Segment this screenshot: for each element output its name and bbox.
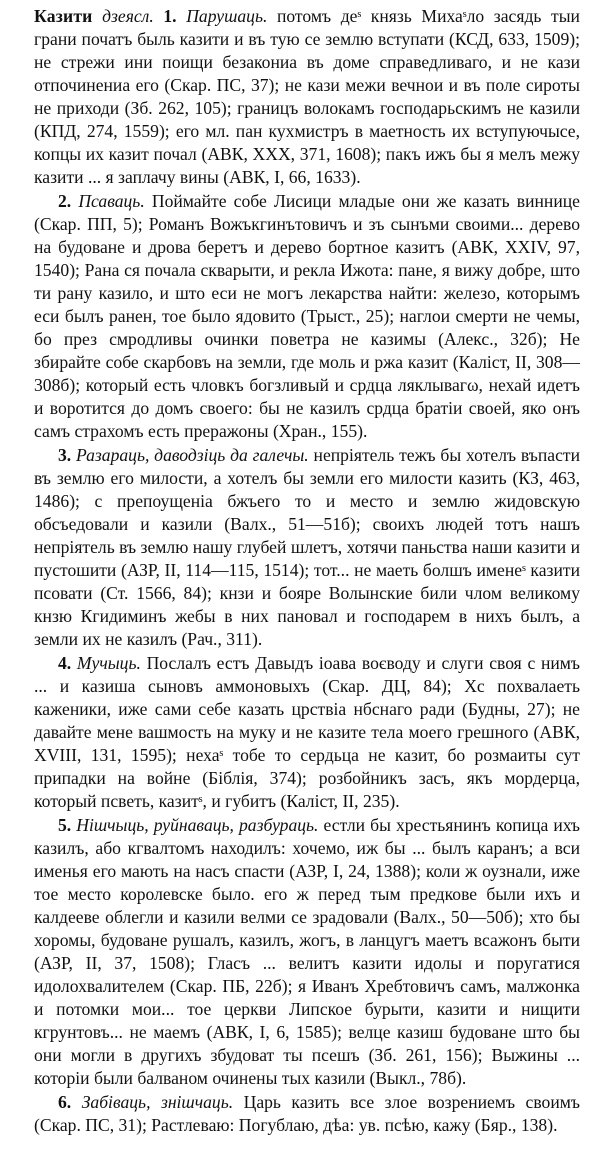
sense-gloss: Мучыць. xyxy=(76,653,141,673)
sense-6 xyxy=(34,1091,580,1137)
sense-number: 1. xyxy=(163,6,177,26)
sense-number: 2. xyxy=(58,191,72,211)
sense-text: потомъ деˢ князь Михаˢло засядь тыи грани початъ быль казити и въ тую се землю вступати (КСД, 633, 1509); не стрежи ини поищи безакониа въ доме справедливаго, и не кази отпочинениа его (Скар. ПС, 37); не кази межи вечнои и въ поле сироты не приходи (Зб. 262, 105); границъ волокамъ господарьскимъ не казили (КПД, 274, 1559); его мл. пан кухмистръ в маетность их вступуючысе, копцы их казит почал (АВК, XXX, 371, 1608); пакъ ижъ бы я мелъ межу казити ... я заплачу вины (АВК, I, 66, 1633). xyxy=(34,6,580,187)
sense-5 xyxy=(34,814,580,1090)
sense-number: 3. xyxy=(58,445,72,465)
sense-gloss: Забіваць, знішчаць. xyxy=(81,1092,234,1112)
sense-gloss: Псаваць. xyxy=(78,191,145,211)
headword: Казити xyxy=(34,6,93,26)
sense-number: 5. xyxy=(58,815,72,835)
sense-text: естли бы хрестьянинъ копица ихъ казилъ, або кгвалтомъ находилъ: хочемо, иж бы ... былъ каранъ; а вси именья его мають на насъ спасти (АЗР, I, 24, 1388); коли ж оузнали, иже тое место королевске было. его ж перед тым предкове были ихъ и калдееве облегли и казили велми се зрадовали (Валх., 50—50б); хто бы хоромы, будоване рушалъ, казилъ, жогъ, в ланцугъ маетъ всажонъ быти (АЗР, II, 37, 1508); Гласъ ... велитъ казити идолы и поругатися идолохвалителем (Скар. ПБ, 22б); я Иванъ Хребтовичъ самъ, малжонка и потомки мои... тое церкви Липское бурыти, казити и нищити кгрунтовъ... не маемъ (АВК, I, 6, 1585); велце казиш будоване што бы они могли в другихъ збудоват ты псешъ (Зб. 261, 156); Выжины ... которіи были балваном очинены тых казили (Выкл., 78б). xyxy=(34,815,581,1088)
sense-gloss: Нішчыць, руйнаваць, разбураць. xyxy=(76,815,319,835)
sense-1 xyxy=(34,5,580,189)
sense-text: Послалъ естъ Давыдъ іоава воєводу и слуги своя с нимъ ... и казиша сыновъ аммоновыхъ (Скар. ДЦ, 84); Хс похвалаеть каженики, иже сами себе казать црствіа нбснаго ради (Будны, 27); не давайте мене вашмость на муку и не казите тела моего грешного (АВК, XVIII, 131, 1595); нехаˢ тобе то сердьца не казит, бо розмаиты сут припадки на войне (Біблія, 374); розбойникъ засъ, якъ мордерца, который псветь, казитˢ, и губитъ (Каліст, II, 235). xyxy=(34,653,581,811)
sense-gloss: Парушаць. xyxy=(186,6,268,26)
sense-text: Царь казить все злое возрениемъ своимъ (Скар. ПС, 31); Растлеваю: Погублаю, дѣа: ув. псѣю, кажу (Бяр., 138). xyxy=(34,1092,581,1135)
sense-2 xyxy=(34,190,580,443)
sense-text: Поймайте собе Лисици младые они же казать виннице (Скар. ПП, 5); Романъ Вожъкгинътовичъ и зъ сынъми своими... дерево на будоване и дрова беретъ и дерево бортное казитъ (АВК, XXIV, 97, 1540); Рана ся почала скварыти, и рекла Ижота: пане, я вижу добре, што ти рану казило, и што еси не могъ лекарства найти: железо, которымъ еси былъ ранен, тое было ядовито (Трыст., 25); наглои смерти не чемы, бо през смродливы очинки поветра не казимы (Алекс., 32б); Не збирайте собе скарбовъ на земли, где моль и ржа казит (Каліст, II, 308—308б); который есть чловкъ богзливый и срдца ляклывагω, нехай идетъ и воротится до домъ своего: бы не казилъ срдца братіи своей, яко онъ самъ страхомъ есть преражоны (Хран., 155). xyxy=(34,191,580,441)
sense-gloss: Разараць, даводзіць да галечы. xyxy=(76,445,309,465)
sense-number: 6. xyxy=(58,1092,72,1112)
sense-number: 4. xyxy=(58,653,72,673)
sense-3 xyxy=(34,444,580,651)
sense-4 xyxy=(34,652,580,813)
grammar-label: дзеясл. xyxy=(102,6,154,26)
sense-text: непріятель тежъ бы хотелъ въпасти въ землю его милости, а хотелъ бы земли его милости казить (КЗ, 463, 1486); с препоущеніа бжъего то и место и землю жидовскую обсъедовали и казили (Валх., 51—51б); своихъ людей тотъ нашъ непріятель въ землю нашу глубей шлетъ, хотячи паньства наши казити и пустошити (АЗР, II, 114—115, 1514); тот... не маеть болшъ именеˢ казити псовати (Ст. 1566, 84); кнзи и бояре Волынские били члом великому кнзю Кгидиминъ жебы в них пановал и господарем в нихъ былъ, а земли их не казилъ (Рач., 311). xyxy=(34,445,580,649)
